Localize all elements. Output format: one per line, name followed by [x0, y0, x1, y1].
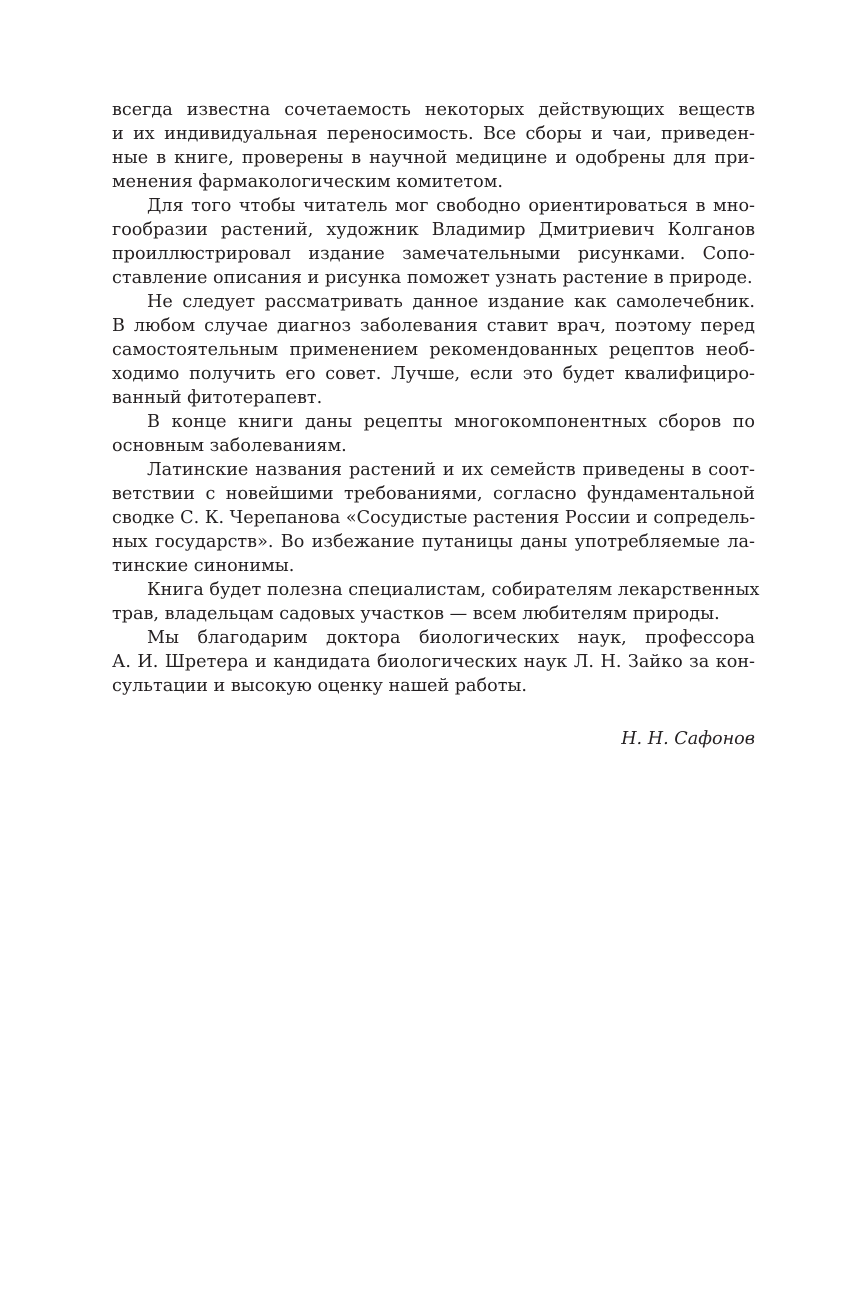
text-line: проиллюстрировал издание замечательными рисунками. Сопо-: [112, 244, 755, 264]
text-line: менения фармакологическим комитетом.: [112, 172, 504, 192]
paragraph-5: [112, 458, 755, 578]
text-line: В любом случае диагноз заболевания ставит врач, поэтому перед: [112, 316, 755, 336]
text-line: трав, владельцам садовых участков — всем любителям природы.: [112, 604, 720, 624]
text-line: ных государств». Во избежание путаницы даны употребляемые ла-: [112, 532, 755, 552]
text-line: и их индивидуальная переносимость. Все сборы и чаи, приведен-: [112, 124, 755, 144]
text-line: ставление описания и рисунка поможет узнать растение в природе.: [112, 268, 753, 288]
text-line: ванный фитотерапевт.: [112, 388, 323, 408]
paragraph-7: [112, 626, 755, 698]
text-line: тинские синонимы.: [112, 556, 295, 576]
text-line: основным заболеваниям.: [112, 436, 347, 456]
text-line: А. И. Шретера и кандидата биологических наук Л. Н. Зайко за кон-: [112, 652, 755, 672]
paragraph-1: [112, 98, 755, 194]
text-line: Латинские названия растений и их семейств приведены в соот-: [147, 460, 755, 480]
text-line: самостоятельным применением рекомендованных рецептов необ-: [112, 340, 755, 360]
text-line: всегда известна сочетаемость некоторых действующих веществ: [112, 100, 755, 120]
text-line: ные в книге, проверены в научной медицине и одобрены для при-: [112, 148, 755, 168]
text-line: Не следует рассматривать данное издание как самолечебник.: [147, 292, 755, 312]
text-line: сводке С. К. Черепанова «Сосудистые растения России и сопредель-: [112, 508, 756, 528]
text-line: Мы благодарим доктора биологических наук, профессора: [147, 628, 755, 648]
text-line: Для того чтобы читатель мог свободно ориентироваться в мно-: [147, 196, 755, 216]
text-line: сультации и высокую оценку нашей работы.: [112, 676, 528, 696]
paragraph-2: [112, 194, 755, 290]
page-body-text: [112, 98, 760, 698]
text-line: В конце книги даны рецепты многокомпонентных сборов по: [147, 412, 755, 432]
paragraph-6: [112, 578, 760, 626]
author-signature: Н. Н. Сафонов: [621, 729, 755, 749]
paragraph-4: [112, 410, 755, 458]
text-line: ходимо получить его совет. Лучше, если это будет квалифициро-: [112, 364, 755, 384]
paragraph-3: [112, 290, 755, 410]
text-line: Книга будет полезна специалистам, собирателям лекарственных: [147, 580, 760, 600]
text-line: ветствии с новейшими требованиями, согласно фундаментальной: [112, 484, 755, 504]
text-line: гообразии растений, художник Владимир Дмитриевич Колганов: [112, 220, 755, 240]
